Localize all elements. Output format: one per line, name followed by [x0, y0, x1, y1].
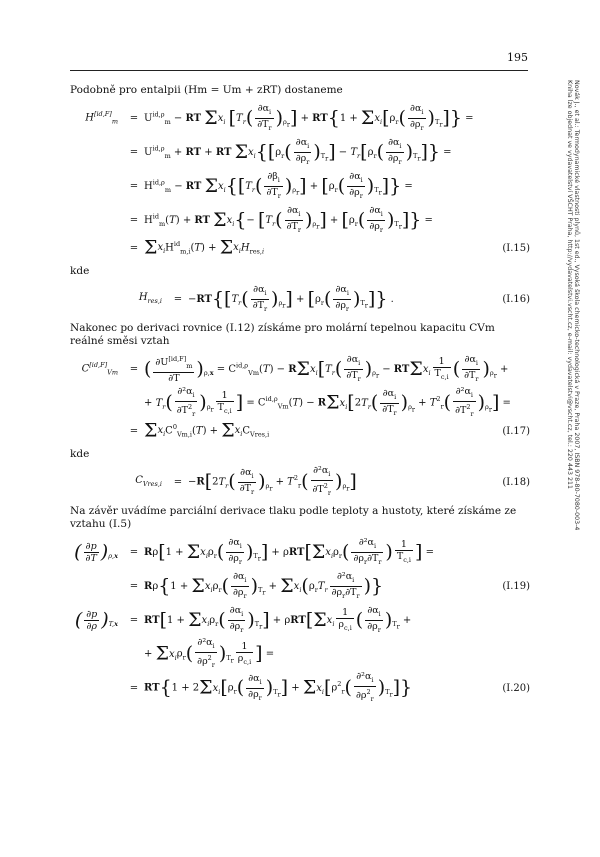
equation-block-cv — [70, 352, 530, 442]
equation-line: = $\Sigma x_iH^{id}_{m,i}(T) + \Sigma x_iH_{res,i}$ (I.15) — [129, 236, 530, 259]
header-rule — [70, 70, 528, 71]
equation-line: = $R\rho\{1 + \Sigma x_i\rho_r$( $\frac{\partial\alpha_i}{\partial\rho_r}$ )$_{T_r} + \Sigma x_i(\rho_rT_r$ $\frac{\partial^2\alpha_i}{\partial\rho_r\partial T_r}$ )} (I.19) — [129, 570, 530, 600]
equation-line: = $H^{id,\rho}_m$ − RT $\Sigma x_i\{[T_r$( $\frac{\partial\beta_i}{\partial T_r}$ )$_{\rho_r}] + [\rho_r$( $\frac{\partial\alpha_i}{\partial\rho_r}$ )$_{T_r}$]} = — [129, 170, 413, 200]
page-body — [70, 84, 530, 711]
equation-number: (I.18) — [502, 476, 530, 488]
pressure-derivatives-paragraph: Na závěr uvádíme parciální derivace tlaku podle teploty a hustoty, které získáme ze vztahu (I.5) — [70, 505, 517, 530]
equation-line: $C_{Vres,i}$ = $-R[2T_r$( $\frac{\partial\alpha_i}{\partial T_r}$ )$_{\rho_r} + T^2_r$( $\frac{\partial^2\alpha_i}{\partial T^2_r}$ )$_{\rho_r}$] (I.18) — [135, 465, 530, 497]
intro-paragraph: Podobně pro entalpii (Hm = Um + zRT) dostaneme — [70, 84, 343, 96]
equation-line: $H[id,F]_m$ = $U^{id,\rho}_m$ − RT $\Sigma x_i$ [$T_r$( $\frac{\partial\alpha_i}{\partial T_r}$ )$_{\rho_r}] + RT\{1 + \Sigma x_i[\rho_r$( $\frac{\partial\alpha_i}{\partial\rho_r}$ )$_{T_r}$]} = — [85, 102, 474, 132]
equation-block-cvres — [70, 465, 530, 499]
equation-number: (I.15) — [502, 242, 530, 254]
heat-capacity-paragraph: Nakonec po derivaci rovnice (I.12) získáme pro molární tepelnou kapacitu CVm reálné směsi vztah — [70, 322, 495, 347]
equation-line: + $\Sigma x_i\rho_r$( $\frac{\partial^2\alpha_i}{\partial\rho^2_r}$ )$_{T_r}$ $\frac{1}{\rho_{c,i}}$ ] = — [144, 637, 275, 669]
equation-number: (I.16) — [502, 293, 530, 305]
equation-line: = $U^{id,\rho}_m$ + RT + RT $\Sigma x_i\{[\rho_r$( $\frac{\partial\alpha_i}{\partial\rho_r}$ )$_{T_r}] - T_r[\rho_r$( $\frac{\partial\alpha_i}{\partial\rho_r}$ )$_{T_r}$]} = — [129, 136, 452, 166]
equation-line: = $\Sigma x_iC^0_{Vm,i}(T) + \Sigma x_iC_{Vres,i}$ (I.17) — [129, 419, 530, 442]
equation-line: ( $\frac{\partial p}{\partial T}$ )$_{\rho,x}$ = $R\rho[1 + \Sigma x_i\rho_r$( $\frac{\partial\alpha_i}{\partial\rho_r}$ )$_{T_r}] + \rho RT[\Sigma x_i\rho_r$( $\frac{\partial^2\alpha_i}{\partial\rho_r\partial T_r}$ ) $\frac{1}{T_{c,i}}$ ] = — [74, 536, 434, 566]
equation-line: $H_{res,i}$ = $-RT\{[T_r$( $\frac{\partial\alpha_i}{\partial T_r}$ )$_{\rho_r}] + [\rho_r$( $\frac{\partial\alpha_i}{\partial\rho_r}$ )$_{T_r}$]} . (I.16) — [138, 283, 530, 313]
equation-line: $C[id,F]_{Vm}$ = ( $\frac{\partial U^{[id,F]}_m}{\partial T}$ )$_{\rho,x} = C^{id,\rho}_{Vm}(T) - R\Sigma x_i[T_r$( $\frac{\partial\alpha_i}{\partial T_r}$ )$_{\rho_r} - RT\Sigma x_i$ $\frac{1}{T_{c,i}}$ ( $\frac{\partial\alpha_i}{\partial T_r}$ )$_{\rho_r}$ + — [81, 353, 509, 385]
equation-number: (I.20) — [502, 682, 530, 694]
citation-line-1: Novák J., et al.: Termodynamické vlastnosti plynů, 1st ed., Vysoká škola chemicko-technologická v Praze, Praha 2007, ISBN 978-80-7080-003-4 — [573, 80, 580, 531]
kde-label: kde — [70, 265, 90, 277]
kde-label: kde — [70, 448, 90, 460]
equation-block-enthalpy — [70, 101, 530, 259]
equation-block-hres — [70, 282, 530, 316]
equation-line: + $T_r$( $\frac{\partial^2\alpha_i}{\partial T^2_r}$ )$_{\rho_r}$ $\frac{1}{T_{c,i}}$ ] = $C^{id,\rho}_{Vm}(T) - R\Sigma x_i[2T_r$( $\frac{\partial\alpha_i}{\partial T_r}$ )$_{\rho_r} + T^2_r$( $\frac{\partial^2\alpha_i}{\partial T^2_r}$ )$_{\rho_r}$] = — [144, 386, 511, 418]
citation-line-2: Kniha lze objednat ve vydavatelství VŠCHT Praha, http://vydavatelstvi.vscht.cz, e-mail: vydavatelstvi@vscht.cz, tel.: 220 443 211 — [566, 80, 573, 489]
equation-line: = $H^{id}_m(T)$ + RT $\Sigma x_i\{- [T_r$( $\frac{\partial\alpha_i}{\partial T_r}$ )$_{\rho_r}] + [\rho_r$( $\frac{\partial\alpha_i}{\partial\rho_r}$ )$_{T_r}$]} = — [129, 204, 433, 234]
equation-block-pressure — [70, 535, 530, 705]
equation-number: (I.19) — [502, 580, 530, 592]
equation-line: ( $\frac{\partial p}{\partial\rho}$ )$_{T,x}$ = $RT[1 + \Sigma x_i\rho_r$( $\frac{\partial\alpha_i}{\partial\rho_r}$ )$_{T_r}] + \rho RT[\Sigma x_i$ $\frac{1}{\rho_{c,i}}$ ( $\frac{\partial\alpha_i}{\partial\rho_r}$ )$_{T_r}$ + — [74, 604, 412, 634]
page-number: 195 — [507, 51, 528, 64]
equation-line: = $RT\{1 + 2\Sigma x_i[\rho_r$( $\frac{\partial\alpha_i}{\partial\rho_r}$ )$_{T_r}] + \Sigma x_i[\rho^2_r$( $\frac{\partial^2\alpha_i}{\partial\rho^2_r}$ )$_{T_r}$]} (I.20) — [129, 671, 530, 703]
equation-number: (I.17) — [502, 425, 530, 437]
side-citation — [566, 80, 580, 780]
